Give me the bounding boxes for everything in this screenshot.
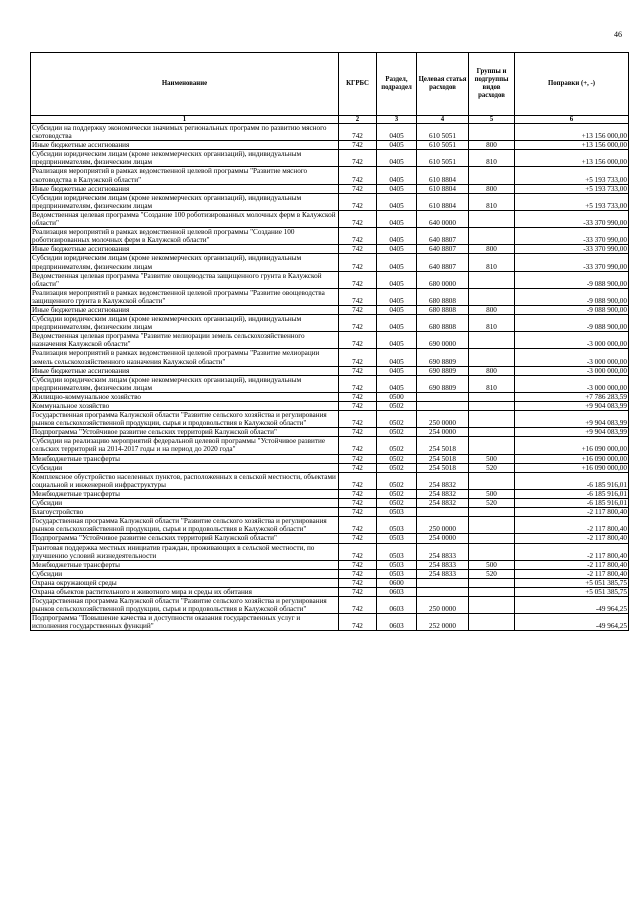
cell-name: Подпрограмма "Повышение качества и доступности оказания государственных услуг и исполнения государственных функций"	[31, 614, 339, 631]
column-header-amendments: Поправки (+, -)	[515, 53, 629, 116]
table-row	[31, 463, 629, 472]
column-index: 6	[515, 116, 629, 124]
cell-amount: +16 090 000,00	[515, 454, 629, 463]
cell-target-article	[417, 578, 469, 587]
cell-name: Субсидии юридическим лицам (кроме некоммерческих организаций), индивидуальным предпринимателям, физическим лицам	[31, 254, 339, 271]
cell-name: Межбюджетные трансферты	[31, 489, 339, 498]
cell-expense-group	[469, 167, 515, 184]
cell-expense-group	[469, 543, 515, 560]
cell-kgrbs: 742	[339, 587, 377, 596]
table-row	[31, 560, 629, 569]
cell-name: Грантовая поддержка местных инициатив граждан, проживающих в сельской местности, по улучшению условий жизнедеятельности	[31, 543, 339, 560]
cell-amount: +7 786 283,59	[515, 392, 629, 401]
cell-amount: -6 185 916,01	[515, 499, 629, 508]
cell-expense-group: 500	[469, 454, 515, 463]
cell-name: Охрана окружающей среды	[31, 578, 339, 587]
cell-amount: -2 117 800,40	[515, 569, 629, 578]
cell-amount: -2 117 800,40	[515, 508, 629, 517]
cell-section: 0405	[377, 228, 417, 245]
cell-section: 0503	[377, 508, 417, 517]
cell-amount: +5 051 385,75	[515, 587, 629, 596]
table-row	[31, 587, 629, 596]
cell-kgrbs: 742	[339, 271, 377, 288]
cell-kgrbs: 742	[339, 228, 377, 245]
cell-kgrbs: 742	[339, 124, 377, 141]
table-row	[31, 597, 629, 614]
cell-expense-group	[469, 288, 515, 305]
cell-expense-group	[469, 228, 515, 245]
cell-name: Благоустройство	[31, 508, 339, 517]
cell-target-article: 250 0000	[417, 411, 469, 428]
column-header-target-article: Целевая статья расходов	[417, 53, 469, 116]
cell-name: Реализация мероприятий в рамках ведомственной целевой программы "Развитие овощеводства защищенного грунта в Калужской области"	[31, 288, 339, 305]
table-row	[31, 472, 629, 489]
cell-expense-group	[469, 472, 515, 489]
cell-expense-group: 520	[469, 499, 515, 508]
cell-name: Субсидии юридическим лицам (кроме некоммерческих организаций), индивидуальным предпринимателям, физическим лицам	[31, 315, 339, 332]
cell-kgrbs: 742	[339, 489, 377, 498]
table-row	[31, 569, 629, 578]
column-index: 3	[377, 116, 417, 124]
cell-target-article: 254 5018	[417, 437, 469, 454]
table-row	[31, 245, 629, 254]
cell-section: 0502	[377, 472, 417, 489]
table-row	[31, 508, 629, 517]
cell-name: Межбюджетные трансферты	[31, 454, 339, 463]
cell-amount: -3 000 000,00	[515, 332, 629, 349]
cell-section: 0502	[377, 411, 417, 428]
cell-kgrbs: 742	[339, 366, 377, 375]
budget-amendments-table	[30, 52, 629, 631]
cell-target-article: 690 8809	[417, 349, 469, 366]
cell-target-article: 254 5018	[417, 463, 469, 472]
cell-expense-group	[469, 578, 515, 587]
cell-target-article: 254 8832	[417, 472, 469, 489]
cell-amount: -2 117 800,40	[515, 534, 629, 543]
cell-target-article: 610 5051	[417, 150, 469, 167]
cell-target-article: 610 5051	[417, 141, 469, 150]
table-row	[31, 534, 629, 543]
cell-amount: -9 088 900,00	[515, 315, 629, 332]
cell-target-article: 640 8807	[417, 228, 469, 245]
table-row	[31, 454, 629, 463]
cell-expense-group: 500	[469, 560, 515, 569]
cell-section: 0405	[377, 124, 417, 141]
cell-section: 0502	[377, 454, 417, 463]
cell-section: 0405	[377, 305, 417, 314]
table-row	[31, 349, 629, 366]
cell-amount: -9 088 900,00	[515, 288, 629, 305]
cell-amount: -33 370 990,00	[515, 254, 629, 271]
table-row	[31, 366, 629, 375]
cell-kgrbs: 742	[339, 517, 377, 534]
cell-target-article: 254 8833	[417, 543, 469, 560]
cell-kgrbs: 742	[339, 254, 377, 271]
cell-kgrbs: 742	[339, 210, 377, 227]
table-row	[31, 124, 629, 141]
cell-expense-group	[469, 210, 515, 227]
cell-amount: -2 117 800,40	[515, 560, 629, 569]
cell-name: Субсидии	[31, 569, 339, 578]
cell-expense-group	[469, 614, 515, 631]
cell-name: Реализация мероприятий в рамках ведомственной целевой программы "Развитие мелиорации земель сельскохозяйственного назначения Калужской области"	[31, 349, 339, 366]
cell-name: Реализация мероприятий в рамках ведомственной целевой программы "Создание 100 роботизированных молочных ферм в Калужской области"	[31, 228, 339, 245]
cell-kgrbs: 742	[339, 167, 377, 184]
cell-amount: +13 156 000,00	[515, 124, 629, 141]
table-row	[31, 428, 629, 437]
table-row	[31, 375, 629, 392]
cell-section: 0405	[377, 315, 417, 332]
cell-section: 0502	[377, 499, 417, 508]
cell-target-article	[417, 587, 469, 596]
cell-section: 0405	[377, 288, 417, 305]
cell-name: Государственная программа Калужской области "Развитие сельского хозяйства и регулирования рынков сельскохозяйственной продукции, сырья и продовольствия в Калужской области"	[31, 517, 339, 534]
cell-target-article: 690 0000	[417, 332, 469, 349]
cell-expense-group	[469, 411, 515, 428]
cell-amount: +9 904 083,99	[515, 411, 629, 428]
cell-section: 0503	[377, 560, 417, 569]
cell-target-article: 680 8808	[417, 315, 469, 332]
cell-amount: -49 964,25	[515, 614, 629, 631]
column-index: 5	[469, 116, 515, 124]
column-index: 4	[417, 116, 469, 124]
cell-amount: -33 370 990,00	[515, 228, 629, 245]
cell-kgrbs: 742	[339, 569, 377, 578]
table-row	[31, 402, 629, 411]
cell-name: Иные бюджетные ассигнования	[31, 141, 339, 150]
cell-target-article: 254 5018	[417, 454, 469, 463]
cell-amount: -6 185 916,01	[515, 489, 629, 498]
cell-section: 0405	[377, 150, 417, 167]
cell-expense-group: 520	[469, 463, 515, 472]
cell-expense-group: 500	[469, 489, 515, 498]
cell-expense-group: 520	[469, 569, 515, 578]
cell-section: 0600	[377, 578, 417, 587]
table-row	[31, 167, 629, 184]
cell-section: 0502	[377, 463, 417, 472]
cell-amount: -33 370 990,00	[515, 245, 629, 254]
cell-name: Межбюджетные трансферты	[31, 560, 339, 569]
cell-amount: +9 904 083,99	[515, 428, 629, 437]
cell-kgrbs: 742	[339, 402, 377, 411]
cell-name: Субсидии юридическим лицам (кроме некоммерческих организаций), индивидуальным предпринимателям, физическим лицам	[31, 375, 339, 392]
cell-target-article	[417, 402, 469, 411]
cell-kgrbs: 742	[339, 288, 377, 305]
cell-expense-group	[469, 124, 515, 141]
cell-name: Иные бюджетные ассигнования	[31, 245, 339, 254]
cell-expense-group	[469, 437, 515, 454]
cell-section: 0502	[377, 437, 417, 454]
cell-target-article: 640 0000	[417, 210, 469, 227]
cell-section: 0405	[377, 332, 417, 349]
cell-kgrbs: 742	[339, 578, 377, 587]
cell-section: 0503	[377, 543, 417, 560]
cell-target-article: 640 8807	[417, 245, 469, 254]
cell-section: 0503	[377, 569, 417, 578]
cell-kgrbs: 742	[339, 349, 377, 366]
cell-amount: -3 000 000,00	[515, 349, 629, 366]
cell-expense-group: 810	[469, 315, 515, 332]
table-row	[31, 315, 629, 332]
cell-kgrbs: 742	[339, 193, 377, 210]
cell-amount: +5 193 733,00	[515, 184, 629, 193]
cell-name: Субсидии юридическим лицам (кроме некоммерческих организаций), индивидуальным предпринимателям, физическим лицам	[31, 193, 339, 210]
cell-target-article: 250 0000	[417, 517, 469, 534]
cell-name: Жилищно-коммунальное хозяйство	[31, 392, 339, 401]
cell-name: Подпрограмма "Устойчивое развитие сельских территорий Калужской области"	[31, 428, 339, 437]
cell-kgrbs: 742	[339, 392, 377, 401]
column-header-section: Раздел, подраздел	[377, 53, 417, 116]
cell-expense-group	[469, 508, 515, 517]
cell-kgrbs: 742	[339, 508, 377, 517]
cell-kgrbs: 742	[339, 499, 377, 508]
cell-amount: -2 117 800,40	[515, 517, 629, 534]
cell-name: Иные бюджетные ассигнования	[31, 184, 339, 193]
cell-name: Субсидии юридическим лицам (кроме некоммерческих организаций), индивидуальным предпринимателям, физическим лицам	[31, 150, 339, 167]
cell-amount: +5 193 733,00	[515, 193, 629, 210]
cell-amount: +5 193 733,00	[515, 167, 629, 184]
cell-kgrbs: 742	[339, 428, 377, 437]
cell-expense-group	[469, 517, 515, 534]
cell-amount: -3 000 000,00	[515, 375, 629, 392]
cell-amount: -3 000 000,00	[515, 366, 629, 375]
cell-target-article: 610 8804	[417, 193, 469, 210]
cell-target-article: 690 8809	[417, 366, 469, 375]
cell-name: Субсидии	[31, 499, 339, 508]
cell-kgrbs: 742	[339, 141, 377, 150]
cell-section: 0405	[377, 271, 417, 288]
cell-expense-group: 800	[469, 141, 515, 150]
table-row	[31, 254, 629, 271]
cell-kgrbs: 742	[339, 597, 377, 614]
cell-section: 0405	[377, 141, 417, 150]
cell-name: Иные бюджетные ассигнования	[31, 305, 339, 314]
table-row	[31, 392, 629, 401]
cell-kgrbs: 742	[339, 411, 377, 428]
cell-amount: -6 185 916,01	[515, 472, 629, 489]
table-row	[31, 210, 629, 227]
cell-expense-group	[469, 597, 515, 614]
cell-kgrbs: 742	[339, 184, 377, 193]
cell-expense-group: 810	[469, 193, 515, 210]
cell-expense-group	[469, 271, 515, 288]
cell-expense-group: 810	[469, 375, 515, 392]
cell-section: 0405	[377, 349, 417, 366]
cell-section: 0500	[377, 392, 417, 401]
cell-target-article: 680 8808	[417, 288, 469, 305]
cell-amount: +16 090 000,00	[515, 463, 629, 472]
cell-target-article: 250 0000	[417, 597, 469, 614]
cell-expense-group: 800	[469, 184, 515, 193]
cell-section: 0502	[377, 402, 417, 411]
cell-kgrbs: 742	[339, 332, 377, 349]
cell-amount: -33 370 990,00	[515, 210, 629, 227]
cell-section: 0405	[377, 210, 417, 227]
table-header-row	[31, 53, 629, 116]
cell-amount: -9 088 900,00	[515, 305, 629, 314]
column-header-name: Наименование	[31, 53, 339, 116]
table-row	[31, 141, 629, 150]
table-row	[31, 543, 629, 560]
cell-kgrbs: 742	[339, 315, 377, 332]
cell-name: Иные бюджетные ассигнования	[31, 366, 339, 375]
cell-amount: -49 964,25	[515, 597, 629, 614]
cell-amount: +13 156 000,00	[515, 150, 629, 167]
table-row	[31, 517, 629, 534]
cell-amount: -9 088 900,00	[515, 271, 629, 288]
column-header-expense-group: Группы и подгруппы видов расходов	[469, 53, 515, 116]
cell-expense-group	[469, 349, 515, 366]
cell-kgrbs: 742	[339, 375, 377, 392]
cell-section: 0405	[377, 184, 417, 193]
cell-target-article: 610 5051	[417, 124, 469, 141]
cell-section: 0502	[377, 489, 417, 498]
cell-target-article: 610 8804	[417, 184, 469, 193]
cell-section: 0502	[377, 428, 417, 437]
cell-expense-group	[469, 392, 515, 401]
cell-target-article: 254 8833	[417, 569, 469, 578]
cell-amount: +16 090 000,00	[515, 437, 629, 454]
column-index: 1	[31, 116, 339, 124]
cell-kgrbs: 742	[339, 305, 377, 314]
table-row	[31, 578, 629, 587]
column-index-row	[31, 116, 629, 124]
cell-section: 0603	[377, 597, 417, 614]
table-row	[31, 489, 629, 498]
column-header-kgrbs: КГРБС	[339, 53, 377, 116]
cell-expense-group	[469, 402, 515, 411]
table-row	[31, 228, 629, 245]
table-row	[31, 411, 629, 428]
cell-kgrbs: 742	[339, 614, 377, 631]
table-row	[31, 305, 629, 314]
table-row	[31, 614, 629, 631]
cell-kgrbs: 742	[339, 454, 377, 463]
cell-expense-group: 810	[469, 150, 515, 167]
column-index: 2	[339, 116, 377, 124]
table-row	[31, 437, 629, 454]
cell-kgrbs: 742	[339, 463, 377, 472]
cell-target-article: 254 8833	[417, 560, 469, 569]
cell-name: Ведомственная целевая программа "Развитие овощеводства защищенного грунта в Калужской области"	[31, 271, 339, 288]
cell-target-article: 640 8807	[417, 254, 469, 271]
cell-section: 0503	[377, 517, 417, 534]
cell-section: 0405	[377, 167, 417, 184]
cell-amount: +13 156 000,00	[515, 141, 629, 150]
page-number: 46	[614, 30, 622, 39]
cell-amount: +9 904 083,99	[515, 402, 629, 411]
table-row	[31, 271, 629, 288]
cell-kgrbs: 742	[339, 150, 377, 167]
cell-target-article	[417, 392, 469, 401]
cell-name: Субсидии на поддержку экономически значимых региональных программ по развитию мясного скотоводства	[31, 124, 339, 141]
cell-expense-group: 810	[469, 254, 515, 271]
cell-amount: -2 117 800,40	[515, 543, 629, 560]
cell-name: Государственная программа Калужской области "Развитие сельского хозяйства и регулирования рынков сельскохозяйственной продукции, сырья и продовольствия в Калужской области"	[31, 597, 339, 614]
cell-kgrbs: 742	[339, 437, 377, 454]
cell-kgrbs: 742	[339, 560, 377, 569]
cell-target-article: 254 8832	[417, 499, 469, 508]
cell-kgrbs: 742	[339, 472, 377, 489]
cell-section: 0405	[377, 254, 417, 271]
cell-section: 0503	[377, 534, 417, 543]
cell-expense-group	[469, 587, 515, 596]
cell-name: Субсидии	[31, 463, 339, 472]
cell-expense-group: 800	[469, 366, 515, 375]
table-row	[31, 332, 629, 349]
cell-name: Коммунальное хозяйство	[31, 402, 339, 411]
table-row	[31, 193, 629, 210]
cell-expense-group	[469, 332, 515, 349]
cell-section: 0405	[377, 366, 417, 375]
cell-target-article: 252 0000	[417, 614, 469, 631]
cell-name: Государственная программа Калужской области "Развитие сельского хозяйства и регулирования рынков сельскохозяйственной продукции, сырья и продовольствия в Калужской области"	[31, 411, 339, 428]
table-row	[31, 184, 629, 193]
cell-expense-group: 800	[469, 305, 515, 314]
cell-expense-group	[469, 428, 515, 437]
cell-name: Ведомственная целевая программа "Создание 100 роботизированных молочных ферм в Калужской области"	[31, 210, 339, 227]
cell-section: 0603	[377, 587, 417, 596]
cell-target-article: 680 8808	[417, 305, 469, 314]
cell-amount: +5 051 385,75	[515, 578, 629, 587]
cell-name: Субсидии на реализацию мероприятий федеральной целевой программы "Устойчивое развитие сельских территорий на 2014-2017 годы и на период до 2020 года"	[31, 437, 339, 454]
cell-kgrbs: 742	[339, 534, 377, 543]
cell-name: Ведомственная целевая программа "Развитие мелиорации земель сельскохозяйственного назначения Калужской области"	[31, 332, 339, 349]
cell-target-article: 690 8809	[417, 375, 469, 392]
cell-kgrbs: 742	[339, 543, 377, 560]
cell-section: 0405	[377, 245, 417, 254]
table-row	[31, 150, 629, 167]
cell-section: 0603	[377, 614, 417, 631]
cell-name: Реализация мероприятий в рамках ведомственной целевой программы "Развитие мясного скотоводства в Калужской области"	[31, 167, 339, 184]
cell-section: 0405	[377, 375, 417, 392]
cell-section: 0405	[377, 193, 417, 210]
cell-target-article: 254 8832	[417, 489, 469, 498]
cell-kgrbs: 742	[339, 245, 377, 254]
cell-target-article: 254 0000	[417, 428, 469, 437]
table-row	[31, 288, 629, 305]
table-row	[31, 499, 629, 508]
cell-expense-group	[469, 534, 515, 543]
cell-target-article	[417, 508, 469, 517]
cell-target-article: 610 8804	[417, 167, 469, 184]
cell-name: Подпрограмма "Устойчивое развитие сельских территорий Калужской области"	[31, 534, 339, 543]
cell-expense-group: 800	[469, 245, 515, 254]
cell-name: Комплексное обустройство населенных пунктов, расположенных в сельской местности, объектами социальной и инженерной инфраструктуры	[31, 472, 339, 489]
cell-name: Охрана объектов растительного и животного мира и среды их обитания	[31, 587, 339, 596]
cell-target-article: 680 0000	[417, 271, 469, 288]
cell-target-article: 254 0000	[417, 534, 469, 543]
